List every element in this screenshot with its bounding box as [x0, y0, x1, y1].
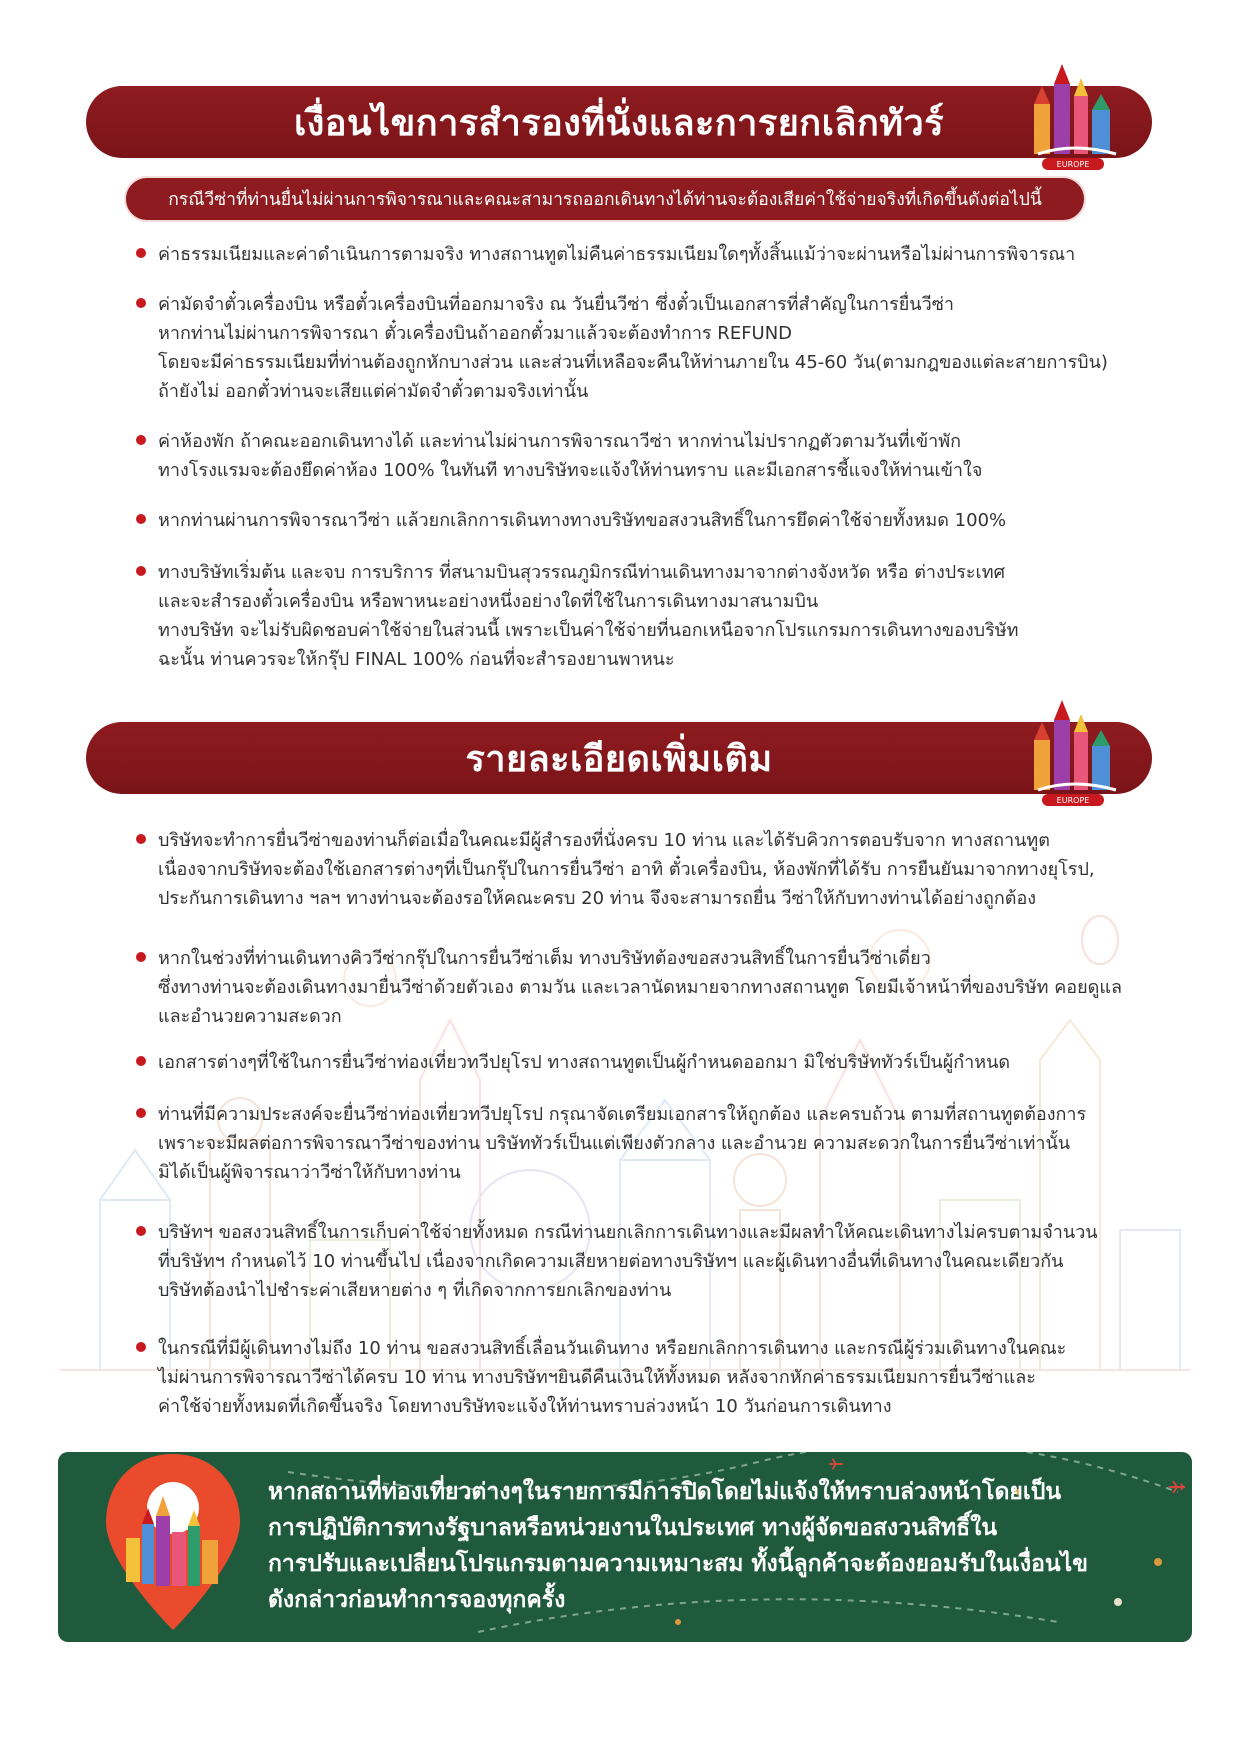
bullet-dot-icon [136, 1342, 146, 1352]
section-banner-additional-details [86, 722, 1152, 805]
notice-line: การปรับและเปลี่ยนโปรแกรมตามความเหมาะสม ทั้งนี้ลูกค้าจะต้องยอมรับในเงื่อนไข [268, 1551, 1088, 1577]
bullet-dot-icon [136, 952, 146, 962]
bullet-dot-icon [136, 1226, 146, 1236]
list-item-text: หากในช่วงที่ท่านเดินทางคิววีซ่ากรุ๊ปในการยื่นวีซ่าเต็ม ทางบริษัทต้องขอสงวนสิทธิ์ในการยื่นวีซ่าเดี่ยว [158, 948, 931, 969]
list-item-text: หากท่านไม่ผ่านการพิจารณา ตั๋วเครื่องบินถ้าออกตั๋วมาแล้วจะต้องทำการ REFUND [158, 323, 793, 344]
section-title: รายละเอียดเพิ่มเติม [465, 738, 773, 780]
europe-badge-label: EUROPE [1056, 160, 1090, 169]
location-pin-icon [98, 1452, 248, 1636]
bullet-dot-icon [136, 1108, 146, 1118]
list-item-text: ค่ามัดจำตั๋วเครื่องบิน หรือตั๋วเครื่องบินที่ออกมาจริง ณ วันยื่นวีซ่า ซึ่งตั๋วเป็นเอกสารที่สำคัญในการยื่นวีซ่า [158, 294, 955, 315]
europe-landmarks-icon [1024, 700, 1124, 812]
section-banner-booking-conditions [86, 86, 1152, 169]
notice-line: ดังกล่าวก่อนทำการจองทุกครั้ง [268, 1587, 566, 1613]
list-item-text: เพราะจะมีผลต่อการพิจารณาวีซ่าของท่าน บริษัททัวร์เป็นแต่เพียงตัวกลาง และอำนวย ความสะดวกในการยื่นวีซ่าเท่านั้น [158, 1133, 1071, 1154]
list-item-text: โดยจะมีค่าธรรมเนียมที่ท่านต้องถูกหักบางส่วน และส่วนที่เหลือจะคืนให้ท่านภายใน 45-60 วัน(ตามกฎของแต่ละสายการบิน) [158, 352, 1108, 373]
section-title: เงื่อนไขการสำรองที่นั่งและการยกเลิกทัวร์ [293, 102, 945, 144]
list-item-text: ทางบริษัทเริ่มต้น และจบ การบริการ ที่สนามบินสุวรรณภูมิกรณีท่านเดินทางมาจากต่างจังหวัด หรือ ต่างประเทศ [158, 562, 1006, 583]
bullet-dot-icon [136, 435, 146, 445]
list-item-text: ที่บริษัทฯ กำหนดไว้ 10 ท่านขึ้นไป เนื่องจากเกิดความเสียหายต่อทางบริษัทฯ และผู้เดินทางอื่นที่เดินทางในคณะเดียวกัน [158, 1251, 1064, 1272]
list-item-text: ค่าใช้จ่ายทั้งหมดที่เกิดขึ้นจริง โดยทางบริษัทจะแจ้งให้ท่านทราบล่วงหน้า 10 วันก่อนการเดินทาง [158, 1396, 892, 1417]
bullet-dot-icon [136, 834, 146, 844]
list-item-text: บริษัทต้องนำไปชำระค่าเสียหายต่าง ๆ ที่เกิดจากการยกเลิกของท่าน [158, 1280, 672, 1301]
europe-badge-label: EUROPE [1056, 796, 1090, 805]
list-item-text: มิได้เป็นผู้พิจารณาว่าวีซ่าให้กับทางท่าน [158, 1162, 461, 1183]
list-item-text: หากท่านผ่านการพิจารณาวีซ่า แล้วยกเลิกการเดินทางทางบริษัทขอสงวนสิทธิ์ในการยึดค่าใช้จ่ายทั้งหมด 100% [158, 510, 1007, 531]
list-item-text: ทางโรงแรมจะต้องยึดค่าห้อง 100% ในทันที ทางบริษัทจะแจ้งให้ท่านทราบ และมีเอกสารชี้แจงให้ท่านเข้าใจ [158, 460, 983, 481]
list-item-text: ค่าห้องพัก ถ้าคณะออกเดินทางได้ และท่านไม่ผ่านการพิจารณาวีซ่า หากท่านไม่ปรากฏตัวตามวันที่เข้าพัก [158, 431, 961, 452]
bullet-dot-icon [136, 248, 146, 258]
notice-line: หากสถานที่ท่องเที่ยวต่างๆในรายการมีการปิดโดยไม่แจ้งให้ทราบล่วงหน้าโดยเป็น [268, 1479, 1062, 1505]
list-item-text: ทางบริษัท จะไม่รับผิดชอบค่าใช้จ่ายในส่วนนี้ เพราะเป็นค่าใช้จ่ายที่นอกเหนือจากโปรแกรมการเดินทางของบริษัท [158, 620, 1019, 641]
list-item-text: เอกสารต่างๆที่ใช้ในการยื่นวีซ่าท่องเที่ยวทวีปยุโรป ทางสถานทูตเป็นผู้กำหนดออกมา มิใช่บริษัททัวร์เป็นผู้กำหนด [158, 1052, 1011, 1073]
bullet-dot-icon [136, 514, 146, 524]
list-item-text: บริษัทจะทำการยื่นวีซ่าของท่านก็ต่อเมื่อในคณะมีผู้สำรองที่นั่งครบ 10 ท่าน และได้รับคิวการตอบรับจาก ทางสถานทูต [158, 830, 1050, 851]
list-item-text: บริษัทฯ ขอสงวนสิทธิ์ในการเก็บค่าใช้จ่ายทั้งหมด กรณีท่านยกเลิกการเดินทางและมีผลทำให้คณะเดินทางไม่ครบตามจำนวน [158, 1222, 1098, 1243]
bullet-dot-icon [136, 566, 146, 576]
list-item-text: ไม่ผ่านการพิจารณาวีซ่าได้ครบ 10 ท่าน ทางบริษัทฯยินดีคืนเงินให้ทั้งหมด หลังจากหักค่าธรรมเนียมการยื่นวีซ่าและ [158, 1367, 1036, 1388]
notice-line: การปฏิบัติการทางรัฐบาลหรือหน่วยงานในประเทศ ทางผู้จัดขอสงวนสิทธิ์ใน [268, 1515, 998, 1541]
list-item-text: และจะสำรองตั๋วเครื่องบิน หรือพาหนะอย่างหนึ่งอย่างใดที่ใช้ในการเดินทางมาสนามบิน [158, 591, 819, 612]
europe-landmarks-icon [1024, 64, 1124, 176]
closure-notice-box [58, 1452, 1192, 1642]
list-item-text: ถ้ายังไม่ ออกตั๋วท่านจะเสียแต่ค่ามัดจำตั๋วตามจริงเท่านั้น [158, 381, 589, 402]
bullet-dot-icon [136, 298, 146, 308]
list-item-text: ในกรณีที่มีผู้เดินทางไม่ถึง 10 ท่าน ขอสงวนสิทธิ์เลื่อนวันเดินทาง หรือยกเลิกการเดินทาง และกรณีผู้ร่วมเดินทางในคณะ [158, 1338, 1067, 1359]
list-item-text: และอำนวยความสะดวก [158, 1006, 342, 1027]
list-item-text: เนื่องจากบริษัทจะต้องใช้เอกสารต่างๆที่เป็นกรุ๊ปในการยื่นวีซ่า อาทิ ตั๋วเครื่องบิน, ห้องพักที่ได้รับ การยืนยันมาจากทางยุโรป, [158, 859, 1095, 880]
list-item-text: ประกันการเดินทาง ฯลฯ ทางท่านจะต้องรอให้คณะครบ 20 ท่าน จึงจะสามารถยื่น วีซ่าให้กับทางท่านได้อย่างถูกต้อง [158, 888, 1037, 909]
subtitle-text: กรณีวีซ่าที่ท่านยื่นไม่ผ่านการพิจารณาและคณะสามารถออกเดินทางได้ท่านจะต้องเสียค่าใช้จ่ายจริงที่เกิดขึ้นดังต่อไปนี้ [168, 190, 1042, 210]
list-item-text: ท่านที่มีความประสงค์จะยื่นวีซ่าท่องเที่ยวทวีปยุโรป กรุณาจัดเตรียมเอกสารให้ถูกต้อง และครบถ้วน ตามที่สถานทูตต้องการ [158, 1104, 1087, 1125]
bullet-dot-icon [136, 1056, 146, 1066]
airplane-icon [828, 1456, 844, 1472]
notice-text [268, 1474, 1168, 1618]
list-item-text: ฉะนั้น ท่านควรจะให้กรุ๊ป FINAL 100% ก่อนที่จะสำรองยานพาหนะ [158, 649, 675, 670]
list-item-text: ซึ่งทางท่านจะต้องเดินทางมายื่นวีซ่าด้วยตัวเอง ตามวัน และเวลานัดหมายจากทางสถานทูต โดยมีเจ้าหน้าที่ของบริษัท คอยดูแล [158, 977, 1122, 998]
visa-rejection-subtitle [124, 176, 1086, 222]
list-item-text: ค่าธรรมเนียมและค่าดำเนินการตามจริง ทางสถานทูตไม่คืนค่าธรรมเนียมใดๆทั้งสิ้นแม้ว่าจะผ่านหรือไม่ผ่านการพิจารณา [158, 244, 1076, 265]
airplane-icon [1168, 1478, 1186, 1496]
